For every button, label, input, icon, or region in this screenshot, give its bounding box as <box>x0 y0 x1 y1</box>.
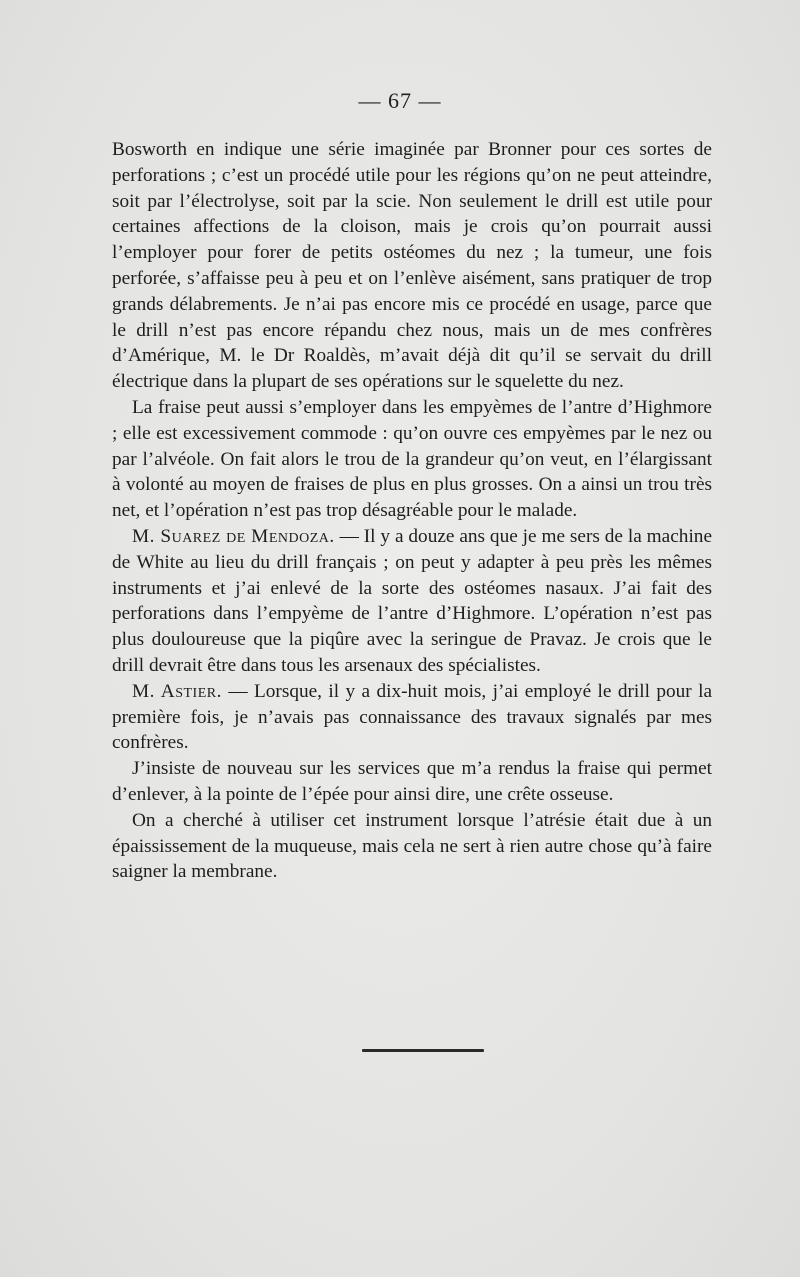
paragraph-6: On a cherché à utiliser cet instrument lorsque l’atrésie était due à un épaississement de la muqueuse, mais cela ne sert à rien autre chose qu’à faire saigner la membrane. <box>112 809 712 883</box>
end-rule-divider <box>362 1049 484 1052</box>
paragraph-text: — Il y a douze ans que je me sers de la machine de White au lieu du drill français ; on peut y adapter à peu près les mêmes instruments et j’ai enlevé de la sorte des ostéomes nasaux. J’ai fait des perforations dans l’empyème de l’antre d’Highmore. L’opération n’est pas plus douloureuse que la piqûre avec la seringue de Pravaz. Je crois que le drill devrait être dans tous les arsenaux des spécialistes. <box>112 525 712 676</box>
paragraph-1: Bosworth en indique une série imaginée par Bronner pour ces sortes de perforations ; c’est un procédé utile pour les régions qu’on ne peut atteindre, soit par l’électrolyse, soit par la scie. Non seulement le drill est utile pour certaines affections de la cloison, mais je crois qu’on pourrait aussi l’employer pour forer de petits ostéomes du nez ; la tumeur, une fois perforée, s’affaisse peu à peu et on l’enlève aisément, sans pratiquer de trop grands délabrements. Je n’ai pas encore mis ce procédé en usage, parce que le drill n’est pas encore répandu chez nous, mais un de mes confrères d’Amérique, M. le Dr Roaldès, m’avait déjà dit qu’il se servait du drill électrique dans la plupart de ses opérations sur le squelette du nez. <box>112 139 712 393</box>
speaker-name: M. Suarez de Mendoza. <box>132 525 335 547</box>
paragraph-4 <box>112 679 712 756</box>
speaker-name: M. Astier. <box>132 680 222 702</box>
paragraph-5: J’insiste de nouveau sur les services que m’a rendus la fraise qui permet d’enlever, à la pointe de l’épée pour ainsi dire, une crête osseuse. <box>112 758 712 805</box>
body-text <box>112 137 712 885</box>
paragraph-2: La fraise peut aussi s’employer dans les empyèmes de l’antre d’Highmore ; elle est excessivement commode : qu’on ouvre ces empyèmes par le nez ou par l’alvéole. On fait alors le trou de la grandeur qu’on veut, en l’élargissant à volonté au moyen de fraises de plus en plus grosses. On a ainsi un trou très net, et l’opération n’est pas trop désagréable pour le malade. <box>112 396 712 522</box>
page-number: — 67 — <box>358 88 442 113</box>
paragraph-3 <box>112 524 712 679</box>
paragraph-text: — Lorsque, il y a dix-huit mois, j’ai employé le drill pour la première fois, je n’avais pas connaissance des travaux signalés par mes confrères. <box>112 680 713 754</box>
